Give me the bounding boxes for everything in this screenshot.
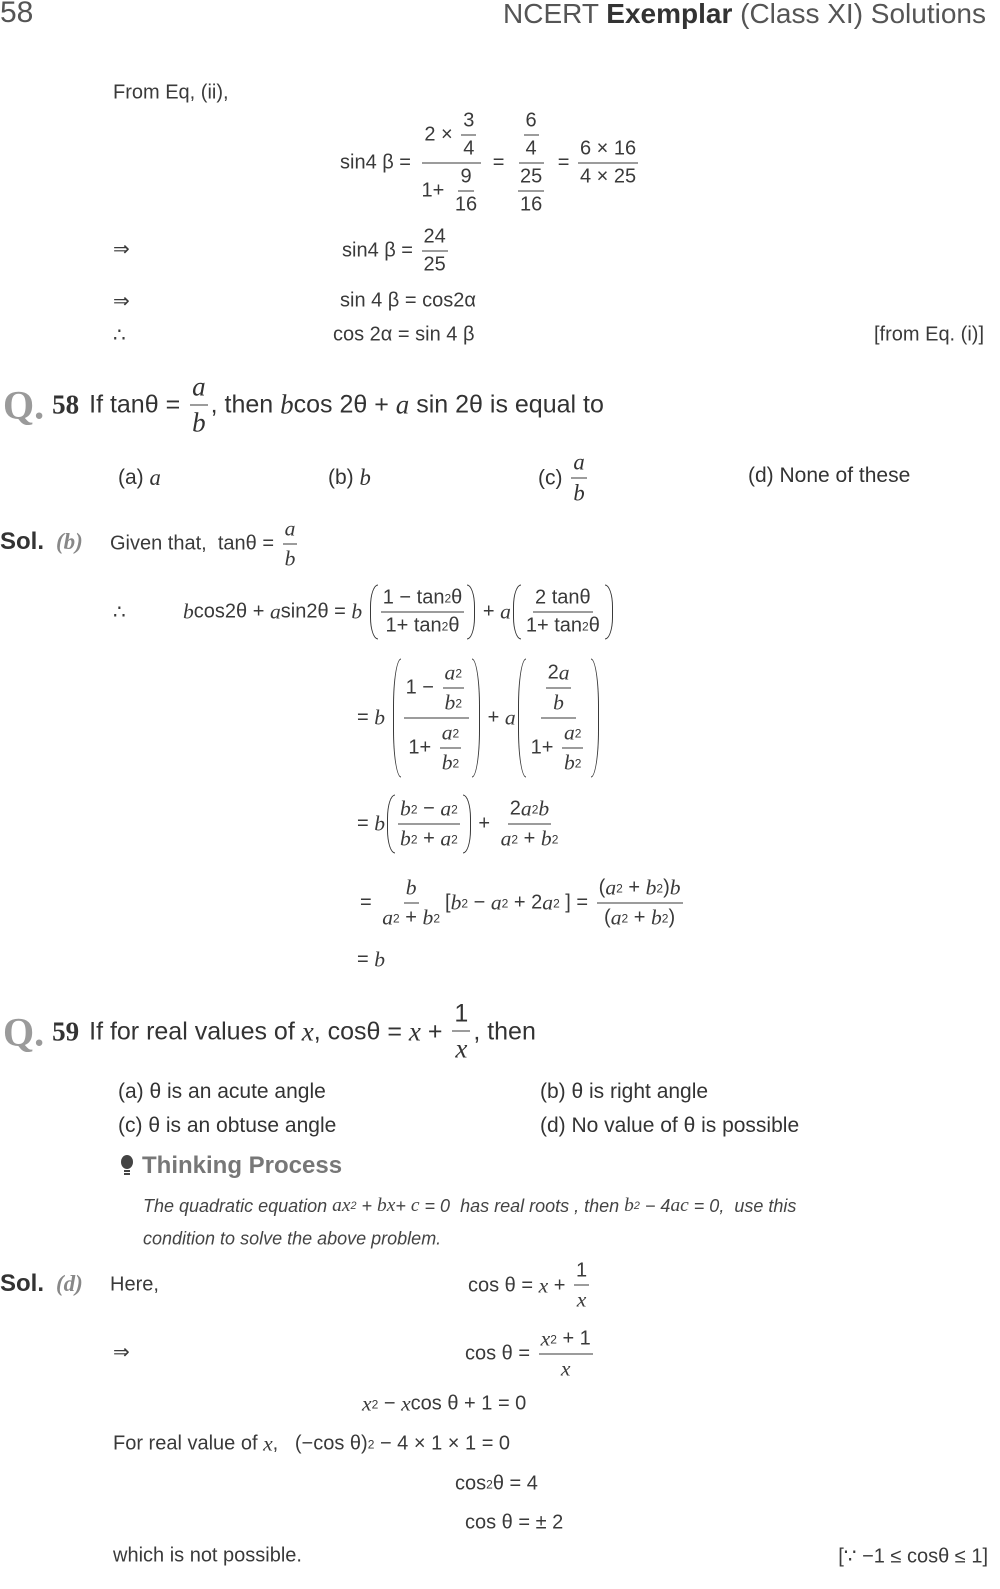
math-text: cos θ = bbox=[465, 1342, 536, 1365]
solution-label: Sol. bbox=[0, 528, 45, 555]
math-variable: b bbox=[183, 599, 194, 624]
math-text: 1+ tan bbox=[385, 614, 442, 637]
math-text: (d) None of these bbox=[748, 464, 911, 487]
math-variable: b bbox=[192, 407, 206, 438]
math-variable: b bbox=[400, 796, 411, 821]
fraction-numerator bbox=[546, 661, 572, 689]
math-text: ) bbox=[663, 876, 670, 899]
fraction-numerator bbox=[574, 1260, 589, 1286]
fraction-numerator bbox=[452, 1000, 470, 1032]
math-text: cos bbox=[455, 1472, 487, 1495]
math-fraction bbox=[513, 110, 549, 217]
fraction-numerator bbox=[404, 876, 419, 904]
equation-line bbox=[333, 324, 474, 347]
math-variable: a bbox=[605, 875, 617, 900]
math-text: 2 × bbox=[424, 123, 459, 146]
math-parentheses bbox=[393, 659, 480, 778]
solution-step bbox=[465, 1327, 596, 1382]
fraction-denominator bbox=[513, 164, 549, 217]
question-58-heading bbox=[3, 372, 604, 439]
fraction-numerator: ( a 2 + b 2 ) b bbox=[597, 876, 683, 904]
math-variable: x bbox=[263, 1431, 273, 1456]
solution-step bbox=[357, 795, 563, 854]
math-fraction bbox=[518, 166, 544, 217]
math-text: 25 bbox=[423, 253, 446, 276]
math-text: 1 bbox=[454, 999, 469, 1028]
math-variable: bx bbox=[377, 1195, 396, 1216]
math-fraction bbox=[571, 450, 586, 507]
math-text: = bbox=[360, 891, 378, 914]
math-text: − 4 bbox=[639, 1195, 671, 1216]
math-parentheses bbox=[387, 795, 471, 854]
option-c bbox=[538, 450, 590, 507]
math-variable: a bbox=[500, 826, 512, 851]
math-text: sin 4 β = cos2α bbox=[340, 289, 476, 312]
implies-symbol: ⇒ bbox=[113, 1341, 130, 1364]
option-d bbox=[748, 464, 910, 488]
math-fraction bbox=[283, 517, 298, 572]
math-text: + bbox=[477, 600, 501, 623]
math-variable: a bbox=[441, 720, 453, 745]
solution-step: = b a 2 + b 2 [ b 2 − a 2 + 2 a 2 ] = ( a 2 + b 2 ) b ( a 2 + b 2 ) bbox=[360, 875, 681, 930]
math-variable: b bbox=[374, 947, 386, 972]
math-variable: ac bbox=[670, 1195, 689, 1216]
title-pre: NCERT bbox=[503, 0, 607, 29]
math-fraction bbox=[461, 110, 476, 161]
math-variable: x bbox=[560, 1356, 571, 1381]
fraction-numerator: a 2 bbox=[440, 721, 461, 749]
solution-label: Sol. bbox=[0, 1270, 45, 1297]
math-fraction bbox=[380, 876, 442, 931]
math-text: cos θ + 1 = 0 bbox=[410, 1392, 527, 1415]
math-text: 1+ bbox=[408, 736, 437, 759]
math-text bbox=[385, 707, 391, 730]
math-text: sin 2θ is equal to bbox=[409, 390, 604, 419]
math-fraction bbox=[524, 110, 539, 161]
implies-symbol: ⇒ bbox=[113, 290, 130, 313]
math-variable: a bbox=[382, 905, 394, 930]
question-number: 58 bbox=[52, 389, 80, 420]
math-variable: x bbox=[401, 1391, 411, 1416]
fraction-denominator bbox=[190, 406, 208, 439]
math-variable: b bbox=[450, 890, 462, 915]
math-variable: a bbox=[490, 890, 502, 915]
math-text: + bbox=[548, 1274, 571, 1297]
fraction-denominator bbox=[461, 136, 476, 161]
math-text: 24 bbox=[423, 225, 446, 248]
math-variable: a bbox=[610, 905, 622, 930]
math-variable: x bbox=[301, 1016, 314, 1047]
math-variable: c bbox=[410, 1195, 420, 1216]
fraction-denominator: b 2 bbox=[444, 690, 463, 715]
solution-step bbox=[183, 585, 615, 640]
math-text: cos θ = ± 2 bbox=[465, 1511, 564, 1534]
math-variable: x bbox=[408, 1016, 421, 1047]
lightbulb-icon bbox=[120, 1154, 134, 1178]
solution-step bbox=[357, 659, 601, 778]
fraction-numerator bbox=[422, 226, 448, 252]
math-variable: a bbox=[440, 826, 452, 851]
math-text: (c) bbox=[538, 466, 569, 489]
math-text: + bbox=[518, 827, 541, 850]
fraction-denominator: b 2 bbox=[563, 750, 582, 775]
math-fraction bbox=[597, 876, 683, 931]
math-text: θ bbox=[451, 586, 463, 609]
fraction-numerator bbox=[519, 110, 544, 164]
math-text: + bbox=[482, 706, 505, 729]
fraction-denominator: b 2 bbox=[441, 750, 460, 775]
here-text: Here, bbox=[110, 1273, 159, 1296]
fraction-numerator: b 2 − a 2 bbox=[398, 797, 460, 825]
math-fraction bbox=[499, 797, 561, 852]
fraction-denominator bbox=[571, 479, 586, 507]
math-variable: a bbox=[440, 796, 452, 821]
reference-note: [from Eq. (i)] bbox=[873, 323, 984, 346]
math-variable: b bbox=[553, 690, 564, 715]
math-text: sin2θ = bbox=[280, 600, 352, 623]
math-fraction bbox=[398, 797, 460, 852]
math-fraction bbox=[443, 661, 464, 716]
math-text: 4 × 25 bbox=[580, 165, 637, 188]
fraction-numerator: a 2 bbox=[562, 721, 583, 749]
math-variable: b bbox=[669, 875, 681, 900]
math-text: 2 bbox=[547, 661, 559, 684]
fraction-numerator bbox=[461, 110, 476, 136]
math-text: − 4 × 1 × 1 = 0 bbox=[374, 1432, 511, 1455]
fraction-denominator bbox=[575, 1286, 589, 1313]
math-variable: b bbox=[540, 826, 552, 851]
math-text: 3 bbox=[463, 109, 475, 132]
math-text: sin4 β = bbox=[342, 239, 419, 262]
math-text: 1+ tan bbox=[525, 614, 583, 637]
fraction-denominator bbox=[578, 164, 638, 189]
math-text: 2 tanθ bbox=[535, 586, 591, 609]
math-text: For real value of bbox=[113, 1432, 264, 1455]
from-eq-text: From Eq, (ii), bbox=[113, 81, 229, 104]
question-mark-label: Q. bbox=[3, 382, 45, 428]
fraction-denominator bbox=[283, 545, 298, 572]
math-text: 4 bbox=[525, 137, 537, 160]
fraction-numerator bbox=[283, 517, 298, 545]
fraction-numerator: x 2 + 1 bbox=[539, 1327, 593, 1355]
math-variable: b bbox=[563, 750, 575, 775]
page-number: 58 bbox=[0, 0, 34, 29]
question-text bbox=[89, 1000, 536, 1065]
fraction-denominator bbox=[524, 136, 539, 161]
option-c: (c) θ is an obtuse angle bbox=[118, 1114, 337, 1137]
fraction-numerator: a 2 bbox=[443, 661, 464, 689]
math-text: + bbox=[395, 1195, 411, 1216]
math-text: = bbox=[487, 151, 510, 174]
solution-step bbox=[465, 1512, 563, 1535]
math-text: = 0 has real roots , then bbox=[419, 1195, 625, 1216]
fraction-denominator: 1+ tan 2 θ bbox=[525, 614, 600, 637]
math-text: + bbox=[420, 1017, 450, 1046]
fraction-numerator bbox=[541, 661, 577, 719]
math-variable: x bbox=[540, 1326, 551, 1351]
solution-step bbox=[468, 1260, 592, 1313]
math-variable: b bbox=[538, 796, 550, 821]
math-text: , (−cos θ) bbox=[272, 1432, 368, 1455]
math-text: − bbox=[378, 1392, 402, 1415]
math-text: 1 − tan bbox=[382, 586, 445, 609]
math-variable: a bbox=[504, 705, 516, 730]
math-text: 2 bbox=[509, 797, 521, 820]
math-variable: b bbox=[441, 750, 453, 775]
math-variable: x bbox=[362, 1391, 372, 1416]
math-text: + bbox=[472, 812, 496, 835]
question-text bbox=[89, 372, 604, 439]
option-a bbox=[118, 465, 161, 491]
math-text: θ bbox=[588, 614, 600, 637]
math-fraction bbox=[422, 226, 448, 277]
math-text: , then bbox=[210, 390, 281, 419]
math-fraction bbox=[381, 587, 465, 638]
math-variable: a bbox=[284, 516, 296, 541]
math-text: sin4 β = bbox=[340, 151, 417, 174]
math-text: + bbox=[417, 827, 441, 850]
math-variable: x bbox=[576, 1287, 587, 1312]
math-variable: b bbox=[280, 389, 294, 420]
math-fraction bbox=[562, 721, 583, 776]
math-text: (a) bbox=[118, 466, 150, 489]
math-text: 4 bbox=[463, 137, 475, 160]
equation-line bbox=[340, 110, 641, 217]
therefore-symbol: ∴ bbox=[113, 601, 126, 624]
option-d: (d) No value of θ is possible bbox=[540, 1114, 800, 1137]
solution-answer: (d) bbox=[56, 1271, 83, 1296]
fraction-numerator bbox=[190, 372, 208, 406]
math-variable: a bbox=[192, 371, 206, 402]
reference-note: [∵ −1 ≤ cosθ ≤ 1] bbox=[838, 1545, 988, 1568]
math-fraction bbox=[440, 721, 461, 776]
math-text: 16 bbox=[454, 193, 478, 216]
title-bold: Exemplar bbox=[606, 0, 733, 29]
math-variable: x bbox=[455, 1033, 468, 1064]
fraction-numerator bbox=[518, 166, 544, 192]
math-text: 16 bbox=[519, 193, 543, 216]
math-variable: a bbox=[542, 890, 554, 915]
math-fraction bbox=[420, 110, 485, 217]
fraction-denominator: a 2 + b 2 bbox=[382, 905, 441, 930]
math-text: − bbox=[417, 797, 441, 820]
math-variable: a bbox=[558, 660, 570, 685]
math-parentheses bbox=[518, 659, 600, 778]
math-text: cos2θ + bbox=[193, 600, 270, 623]
math-text: 6 × 16 bbox=[580, 137, 637, 160]
option-a: (a) θ is an acute angle bbox=[118, 1080, 326, 1103]
math-variable: b bbox=[374, 705, 386, 730]
fraction-denominator bbox=[453, 192, 479, 217]
thinking-process-text: condition to solve the above problem. bbox=[143, 1228, 442, 1249]
math-text: cos θ = bbox=[468, 1274, 539, 1297]
math-variable: a bbox=[500, 599, 511, 624]
math-variable: b bbox=[573, 480, 585, 506]
title-post: Solutions bbox=[863, 0, 986, 29]
question-59-heading bbox=[3, 1000, 536, 1065]
fraction-numerator bbox=[524, 110, 539, 136]
math-text: 1 bbox=[576, 1259, 588, 1282]
math-text: 1+ bbox=[530, 736, 559, 759]
math-text: ) bbox=[668, 906, 676, 929]
math-text: Given that, tanθ = bbox=[110, 532, 280, 555]
math-variable: a bbox=[563, 720, 575, 745]
math-text: cos 2α = sin 4 β bbox=[333, 323, 475, 346]
math-variable: b bbox=[422, 905, 434, 930]
fraction-numerator bbox=[578, 138, 638, 164]
math-text: (b) bbox=[328, 466, 360, 489]
math-parentheses bbox=[370, 585, 476, 640]
fraction-denominator bbox=[420, 164, 485, 217]
fraction-numerator bbox=[571, 450, 586, 479]
math-variable: a bbox=[444, 660, 456, 685]
fraction-denominator bbox=[529, 719, 589, 776]
fraction-denominator: b 2 + a 2 bbox=[400, 826, 458, 851]
math-text: If for real values of bbox=[89, 1017, 302, 1046]
math-variable: a bbox=[395, 389, 410, 420]
option-b: (b) θ is right angle bbox=[540, 1080, 709, 1103]
solution-answer: (b) bbox=[56, 529, 83, 554]
math-text: + 1 bbox=[556, 1327, 591, 1350]
math-parentheses bbox=[513, 585, 613, 640]
question-mark-label: Q. bbox=[3, 1009, 45, 1055]
math-text: + bbox=[622, 876, 646, 899]
math-text: θ bbox=[448, 614, 460, 637]
thinking-process-heading bbox=[120, 1152, 342, 1180]
therefore-symbol: ∴ bbox=[113, 324, 126, 347]
math-text: , cosθ = bbox=[313, 1017, 409, 1046]
thinking-process-title: Thinking Process bbox=[142, 1152, 343, 1179]
fraction-numerator bbox=[422, 110, 481, 164]
math-fraction bbox=[578, 138, 638, 189]
given-line bbox=[110, 517, 300, 572]
math-text: cos 2θ + bbox=[293, 390, 396, 419]
math-fraction bbox=[524, 587, 602, 638]
fraction-numerator: 2 a 2 b bbox=[508, 797, 551, 825]
math-text: [ bbox=[445, 891, 451, 914]
math-variable: x bbox=[538, 1273, 549, 1298]
math-variable: b bbox=[444, 690, 456, 715]
math-text: , then bbox=[473, 1017, 536, 1046]
math-text: = bbox=[357, 706, 375, 729]
math-variable: b bbox=[651, 905, 662, 930]
equation-line bbox=[340, 290, 476, 313]
fraction-numerator bbox=[533, 587, 593, 613]
math-text: 1+ bbox=[421, 179, 450, 202]
math-variable: b bbox=[359, 465, 371, 490]
math-variable: a bbox=[149, 465, 161, 490]
math-fraction bbox=[529, 661, 589, 776]
math-text: = bbox=[357, 812, 375, 835]
math-fraction bbox=[453, 166, 479, 217]
math-fraction bbox=[574, 1260, 589, 1313]
math-fraction bbox=[546, 661, 572, 716]
math-fraction bbox=[190, 372, 208, 439]
math-variable: b bbox=[351, 599, 363, 624]
math-text bbox=[362, 601, 368, 624]
solution-59-heading bbox=[0, 1270, 83, 1298]
question-number: 59 bbox=[52, 1016, 80, 1047]
math-text: + bbox=[628, 906, 651, 929]
math-text: 9 bbox=[460, 165, 472, 188]
math-text: 6 bbox=[525, 109, 537, 132]
math-variable: b bbox=[405, 875, 417, 900]
math-text: + 2 bbox=[508, 891, 543, 914]
solution-step: x 2 − x cos θ + 1 = 0 bbox=[362, 1391, 527, 1416]
math-variable: b bbox=[624, 1195, 634, 1216]
math-text: If tanθ = bbox=[89, 390, 188, 419]
solution-step: cos 2 θ = 4 bbox=[455, 1472, 538, 1495]
math-text: − bbox=[468, 891, 491, 914]
fraction-numerator: 1 − tan 2 θ bbox=[381, 587, 465, 613]
math-variable: a bbox=[573, 449, 585, 475]
conclusion-text: which is not possible. bbox=[113, 1544, 302, 1567]
fraction-denominator bbox=[406, 719, 466, 776]
math-variable: b bbox=[400, 826, 411, 851]
solution-step: For real value of x , (−cos θ) 2 − 4 × 1 × 1 = 0 bbox=[113, 1431, 511, 1456]
math-text: ( bbox=[604, 906, 611, 929]
equation-line bbox=[342, 226, 451, 277]
solution-step bbox=[357, 948, 385, 973]
math-variable: a bbox=[520, 796, 532, 821]
math-fraction bbox=[452, 1000, 470, 1065]
math-text: The quadratic equation bbox=[143, 1195, 333, 1216]
fraction-denominator: a 2 + b 2 bbox=[500, 826, 559, 851]
fraction-denominator bbox=[559, 1355, 573, 1382]
fraction-numerator bbox=[458, 166, 473, 192]
title-class: (Class XI) bbox=[732, 0, 864, 29]
fraction-denominator: 1+ tan 2 θ bbox=[385, 614, 460, 637]
fraction-denominator bbox=[518, 192, 544, 217]
math-variable: a bbox=[269, 599, 281, 624]
fraction-denominator bbox=[551, 689, 566, 716]
math-text: + bbox=[356, 1195, 378, 1216]
thinking-process-text: The quadratic equation ax 2 + bx + c = 0 has real roots , then b 2 − 4 ac = 0, use this bbox=[143, 1195, 797, 1216]
math-text: = 0, use this bbox=[688, 1195, 797, 1216]
math-fraction bbox=[539, 1327, 593, 1382]
math-text: 25 bbox=[519, 165, 543, 188]
math-text: ] = bbox=[559, 891, 594, 914]
book-title bbox=[503, 0, 986, 30]
fraction-denominator bbox=[453, 1032, 469, 1065]
math-variable: b bbox=[284, 546, 296, 571]
math-variable: b bbox=[374, 811, 386, 836]
fraction-denominator: ( a 2 + b 2 ) bbox=[604, 905, 676, 930]
math-text: = bbox=[357, 948, 375, 971]
math-variable: b bbox=[645, 875, 657, 900]
solution-58-heading bbox=[0, 528, 83, 556]
math-fraction bbox=[404, 661, 469, 776]
math-text: = bbox=[552, 151, 575, 174]
fraction-denominator bbox=[422, 252, 448, 277]
math-text: ( bbox=[598, 876, 606, 899]
math-text: θ = 4 bbox=[492, 1472, 538, 1495]
math-variable: ax bbox=[332, 1195, 351, 1216]
math-text: + bbox=[399, 906, 423, 929]
fraction-numerator bbox=[404, 661, 469, 719]
option-b bbox=[328, 465, 371, 491]
math-text: 1 − bbox=[405, 676, 440, 699]
implies-symbol: ⇒ bbox=[113, 238, 130, 261]
